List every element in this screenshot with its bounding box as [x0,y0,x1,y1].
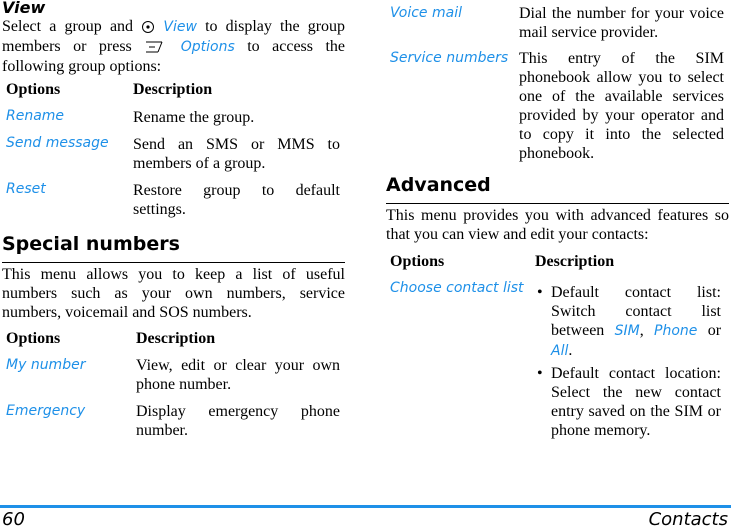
navigation-key-icon [141,20,155,34]
softkey-icon [144,40,168,54]
footer-section-title: Contacts [648,509,728,530]
table1-desc-reset: Restore group to default settings. [133,182,340,218]
table-top-desc-service-numbers: This entry of the SIM phonebook allow you to select one of the available services provided by your operator and to copy it into the selected phonebook. [519,50,724,162]
table1-option-rename: Rename [6,108,65,124]
bullet-default-contact-location: • Default contact location: Select the new contact entry saved on the SIM or phone memory. [537,364,721,440]
table1-option-reset: Reset [6,181,46,197]
table1-col-description: Description [133,81,213,98]
view-intro: Select a group and View to display the group members or press Options to access the following group options: [2,18,346,75]
special-numbers-heading: Special numbers [2,233,180,255]
table3-col-options: Options [390,253,445,270]
table1-desc-rename: Rename the group. [133,109,255,126]
table2-option-my-number: My number [6,357,86,373]
advanced-text: This menu provides you with advanced features so that you can view and edit your contacts: [386,207,729,243]
table-top-option-voice-mail: Voice mail [390,5,462,21]
table-top-desc-voice-mail: Dial the number for your voice mail service provider. [519,5,724,41]
table1-option-send-message: Send message [6,135,109,151]
page-number: 60 [2,509,25,530]
table3-description [537,283,721,443]
table3-option-choose-contact-list: Choose contact list [390,280,524,296]
advanced-heading: Advanced [386,174,491,196]
special-numbers-text: This menu allows you to keep a list of useful numbers such as your own numbers, service numbers, voicemail and SOS numbers. [2,266,345,321]
table2-desc-emergency: Display emergency phone number. [136,403,340,439]
table1-desc-send-message: Send an SMS or MMS to members of a group. [133,136,340,172]
special-numbers-rule [2,262,345,263]
table2-desc-my-number: View, edit or clear your own phone number. [136,357,340,393]
table1-col-options: Options [6,81,61,98]
table3-col-description: Description [535,253,615,270]
bullet-default-contact-list: • Default contact list: Switch contact list between SIM, Phone or All. [537,283,721,361]
table-top-option-service-numbers: Service numbers [390,50,509,66]
table2-col-description: Description [136,330,216,347]
footer-rule [0,505,731,508]
view-heading: View [2,0,46,17]
table2-col-options: Options [6,330,61,347]
advanced-rule [386,203,729,204]
table2-option-emergency: Emergency [6,403,86,419]
